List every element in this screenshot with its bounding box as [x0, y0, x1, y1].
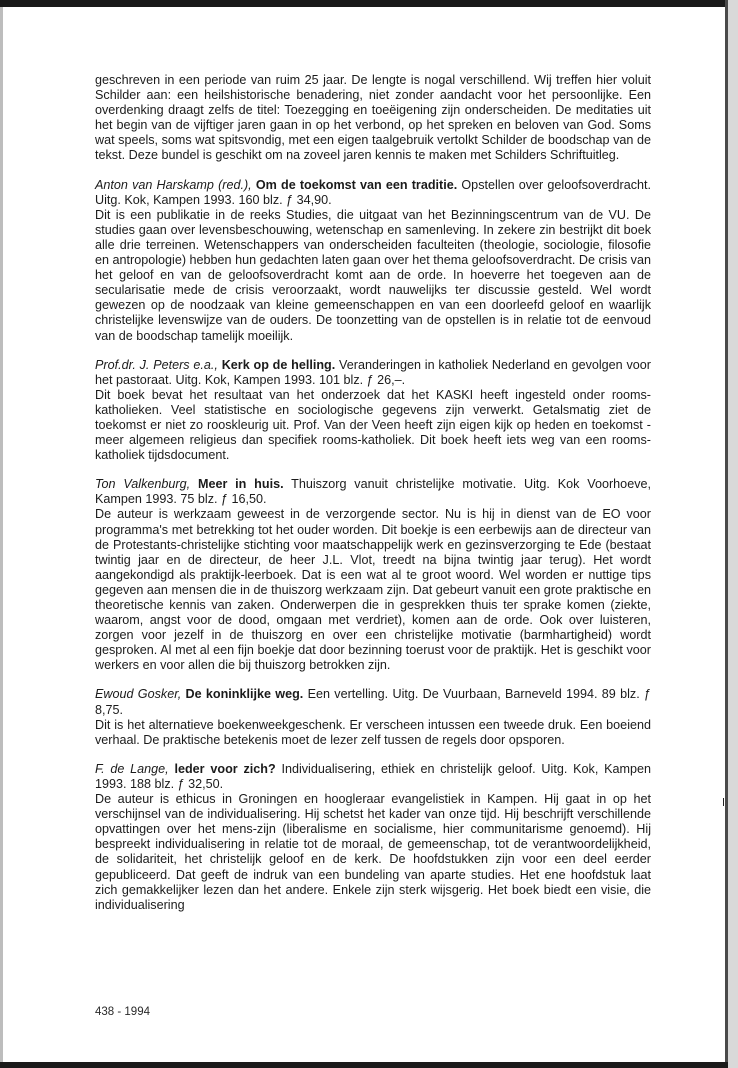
entry-heading [95, 477, 651, 507]
entry-title: Meer in huis. [197, 477, 284, 492]
entry-body: Dit is een publikatie in de reeks Studies, die uitgaat van het Bezinningscentrum van de VU. De studies gaan over levensbeschouwing, wetenschap en samenleving. In zekere zin bestrijkt dit boek alle drie terreinen. Wetenschappers van onderscheiden faculteiten (theologie, sociologie, filosofie en antropologie) hebben hun gedachten laten gaan over het thema geloofsoverdracht. De crisis van het geloof en van de geloofsoverdracht komt aan de orde. In hoeverre het toegeven aan de secularisatie mede de crisis veroorzaakt, wordt nauwelijks ter discussie gesteld. Wel wordt gewezen op de noodzaak van kleine gemeenschappen en van een doorleefd geloof en waarlijk christelijke levenswijze van de ouders. De toonzetting van de opstellen is in relatie tot de eenvoud van de boodschap tamelijk moeilijk. [95, 207, 651, 343]
intro-paragraph: geschreven in een periode van ruim 25 jaar. De lengte is nogal verschillend. Wij treffen hier voluit Schilder aan: een heilshistorische benadering, niet zonder aandacht voor het persoonlijke. Een overdenking draagt zelfs de titel: Toezegging en toeëigening zijn onderscheiden. De meditaties uit het begin van de vijftiger jaren gaan in op het verbond, op het spreken en beloven van God. Soms wat speels, soms wat spitsvondig, met een eigen taalgebruik vertolkt Schilder de boodschap van de tekst. Deze bundel is geschikt om na zoveel jaren kennis te maken met Schilders Schriftuitleg. [95, 73, 651, 163]
entry-author: F. de Lange, [95, 761, 169, 776]
entry-meta: Thuiszorg vanuit christelijke motivatie. Uitg. Kok Voorhoeve, Kampen 1993. 75 blz. ƒ 16,50. [95, 477, 651, 507]
entry-title: Kerk op de helling. [221, 357, 336, 372]
entry-author: Anton van Harskamp (red.), [95, 177, 252, 192]
entry-author: Prof.dr. J. Peters e.a., [95, 357, 218, 372]
page-number: 438 - 1994 [95, 1006, 150, 1018]
scan-right-border [725, 0, 728, 1068]
margin-mark [723, 798, 724, 806]
page-text [95, 73, 651, 913]
page-left-edge [0, 0, 3, 1068]
entry-heading [95, 762, 651, 792]
scan-top-border [0, 0, 728, 7]
entry-body: Dit boek bevat het resultaat van het onderzoek dat het KASKI heeft ingesteld onder rooms-katholieken. Veel statistische en sociologische gegevens zijn verwerkt. Getalsmatig ziet de toekomst er niet zo rooskleurig uit. Prof. Van der Veen heeft zijn eigen kijk op heden en toekomst - meer algemeen religieus dan specifiek rooms-katholiek. Dit boek heeft iets weg van een rooms-katholiek tijdsdocument. [95, 387, 651, 463]
review-entry [95, 358, 651, 464]
entry-meta: Individualisering, ethiek en christelijk geloof. Uitg. Kok, Kampen 1993. 188 blz. ƒ 32,50. [95, 761, 652, 791]
entry-title: leder voor zich? [174, 761, 276, 776]
entry-heading [95, 358, 651, 388]
entry-body: Dit is het alternatieve boekenweekgeschenk. Er verscheen intussen een tweede druk. Een boeiend verhaal. De praktische betekenis moet de lezer zelf tussen de regels door opsporen. [95, 717, 651, 747]
entry-heading [95, 178, 651, 208]
entry-heading [95, 687, 651, 717]
entry-meta: Veranderingen in katholiek Nederland en gevolgen voor het pastoraat. Uitg. Kok, Kampen 1993. 101 blz. ƒ 26,–. [95, 357, 651, 387]
entry-meta: Opstellen over geloofsoverdracht. Uitg. Kok, Kampen 1993. 160 blz. ƒ 34,90. [95, 177, 652, 207]
entry-author: Ton Valkenburg, [95, 477, 191, 492]
entry-title: Om de toekomst van een traditie. [255, 177, 458, 192]
entry-body: De auteur is werkzaam geweest in de verzorgende sector. Nu is hij in dienst van de EO voor programma's met betrekking tot het ouder worden. Dit boekje is een eerbewijs aan de directeur van de Protestants-christelijke stichting voor maatschappelijk werk en gezinsverzorging te Ede (bestaat twintig jaar en de directeur, de heer J.L. Vlot, treedt na bijna twintig jaar terug). Het wordt aangekondigd als praktijk-leerboek. Dat is een wat al te groot woord. Wel worden er nuttige tips gegeven aan mensen die in de thuiszorg werkzaam zijn. Dat gebeurt vanuit een grote praktische en theoretische kennis van zaken. Onderwerpen die in gesprekken thuis ter sprake komen (ziekte, waarom, angst voor de dood, omgaan met verdriet), komen aan de orde. Ook over luisteren, zorgen voor jezelf in de thuiszorg en over een christelijke motivatie (barmhartigheid) wordt gesproken. Al met al een fijn boekje dat door bezinning toerust voor de praktijk. Het is geschikt voor werkers en voor allen die bij thuiszorg betrokken zijn. [95, 507, 651, 673]
entry-meta: Een vertelling. Uitg. De Vuurbaan, Barneveld 1994. 89 blz. ƒ 8,75. [95, 687, 652, 717]
entry-title: De koninklijke weg. [185, 687, 304, 702]
entry-body: De auteur is ethicus in Groningen en hoogleraar evangelistiek in Kampen. Hij gaat in op het verschijnsel van de individualisering. Hij schetst het kader van onze tijd. Hij beschrijft verschillende opvattingen over het mens-zijn (liberalisme en socialisme, hier communitarisme genoemd). Hij bespreekt individualisering in relatie tot de moraal, de gemeenschap, tot de verantwoordelijkheid, de solidariteit, het christelijk geloof en de kerk. De hoofdstukken zijn voor een deel eerder gepubliceerd. Dat geeft de indruk van een bundeling van aparte studies. Het ene hoofdstuk laat zich gemakkelijker lezen dan het andere. Enkele zijn sterk wijsgerig. Het boek biedt een visie, die individualisering [95, 792, 651, 912]
review-entry [95, 687, 651, 747]
review-entry [95, 477, 651, 673]
review-entry [95, 178, 651, 344]
review-entry [95, 762, 651, 913]
scan-bottom-border [0, 1062, 728, 1068]
entry-author: Ewoud Gosker, [95, 687, 182, 702]
